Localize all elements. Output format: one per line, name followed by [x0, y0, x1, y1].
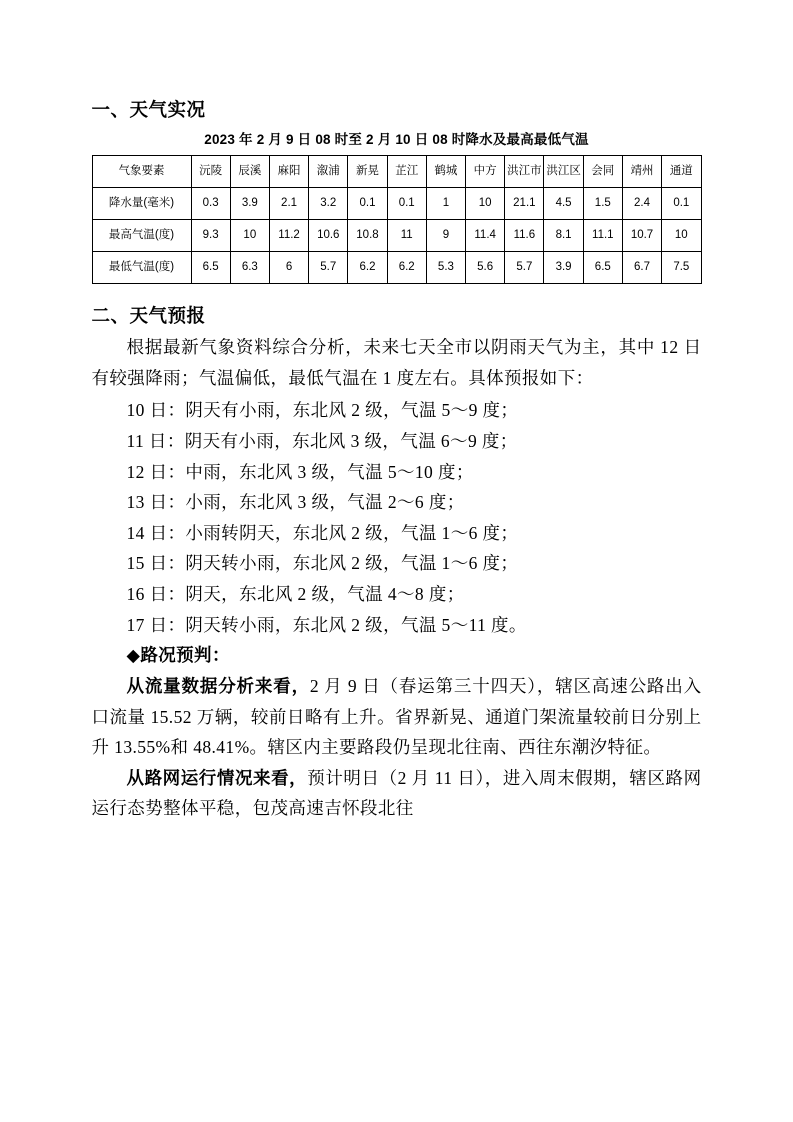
forecast-line: 11 日：阴天有小雨，东北风 3 级，气温 6～9 度；	[126, 430, 518, 451]
table-cell: 9	[426, 220, 465, 252]
table-cell: 9.3	[191, 220, 230, 252]
forecast-line: 15 日：阴天转小雨，东北风 2 级，气温 1～6 度；	[126, 553, 519, 574]
table-cell: 10.8	[348, 220, 387, 252]
table-cell: 4.5	[544, 188, 583, 220]
table-row-label: 最高气温(度)	[92, 220, 191, 252]
table-cell: 10	[662, 220, 701, 252]
table-header-cell: 气象要素	[92, 156, 191, 188]
road-network-body: 预计明日（2 月 11 日），进入周末假期，辖区路网运行态势整体平稳，包茂高速吉怀段北往	[91, 767, 702, 819]
road-condition-heading: ◆路况预判：	[126, 645, 230, 666]
table-header-cell: 通道	[662, 156, 701, 188]
forecast-line: 13 日：小雨，东北风 3 级，气温 2～6 度；	[126, 492, 465, 513]
table-cell: 6.2	[348, 252, 387, 284]
table-cell: 11	[387, 220, 426, 252]
traffic-flow-paragraph	[92, 671, 702, 763]
road-network-paragraph	[92, 763, 702, 824]
table-cell: 5.7	[309, 252, 348, 284]
table-header-cell: 洪江区	[544, 156, 583, 188]
traffic-flow-lead: 从流量数据分析来看，	[126, 675, 310, 696]
table-row	[92, 188, 701, 220]
table-cell: 6	[269, 252, 308, 284]
table-cell: 10	[230, 220, 269, 252]
document-content	[92, 96, 702, 824]
table-cell: 5.3	[426, 252, 465, 284]
forecast-line: 14 日：小雨转阴天，东北风 2 级，气温 1～6 度；	[126, 522, 519, 543]
table-title: 2023 年 2 月 9 日 08 时至 2 月 10 日 08 时降水及最高最低气温	[204, 132, 589, 147]
table-cell: 0.1	[387, 188, 426, 220]
table-header-cell: 辰溪	[230, 156, 269, 188]
table-cell: 11.4	[466, 220, 505, 252]
table-header-cell: 会同	[583, 156, 622, 188]
table-cell: 6.5	[583, 252, 622, 284]
table-row-label: 降水量(毫米)	[92, 188, 191, 220]
forecast-line: 12 日：中雨，东北风 3 级，气温 5～10 度；	[126, 461, 474, 482]
table-row	[92, 220, 701, 252]
weather-observation-table	[92, 155, 702, 284]
table-header-cell: 麻阳	[269, 156, 308, 188]
table-header-row	[92, 156, 701, 188]
table-cell: 6.3	[230, 252, 269, 284]
table-header-cell: 芷江	[387, 156, 426, 188]
table-cell: 10.6	[309, 220, 348, 252]
table-cell: 3.2	[309, 188, 348, 220]
forecast-line: 16 日：阴天，东北风 2 级，气温 4～8 度；	[126, 584, 465, 604]
traffic-flow-body: 2 月 9 日（春运第三十四天），辖区高速公路出入口流量 15.52 万辆，较前日略有上升。省界新晃、通道门架流量较前日分别上升 13.55%和 48.41%。辖区内主要路段仍呈现北往南、西往东潮汐特征。	[91, 675, 702, 758]
road-network-lead: 从路网运行情况来看，	[126, 767, 308, 788]
table-cell: 1	[426, 188, 465, 220]
table-cell: 3.9	[544, 252, 583, 284]
table-cell: 1.5	[583, 188, 622, 220]
table-cell: 6.7	[622, 252, 661, 284]
table-header-cell: 溆浦	[309, 156, 348, 188]
table-header-cell: 沅陵	[191, 156, 230, 188]
table-cell: 10	[466, 188, 505, 220]
table-header-cell: 新晃	[348, 156, 387, 188]
table-cell: 5.6	[466, 252, 505, 284]
table-cell: 8.1	[544, 220, 583, 252]
table-cell: 21.1	[505, 188, 544, 220]
table-cell: 3.9	[230, 188, 269, 220]
table-cell: 6.5	[191, 252, 230, 284]
section-heading-weather-observation: 一、天气实况	[91, 99, 206, 120]
table-cell: 0.1	[662, 188, 701, 220]
table-cell: 6.2	[387, 252, 426, 284]
table-cell: 2.1	[269, 188, 308, 220]
table-cell: 11.2	[269, 220, 308, 252]
table-header-cell: 中方	[466, 156, 505, 188]
table-cell: 10.7	[622, 220, 661, 252]
table-header-cell: 靖州	[622, 156, 661, 188]
table-header-cell: 鹤城	[426, 156, 465, 188]
table-cell: 0.1	[348, 188, 387, 220]
table-row	[92, 252, 701, 284]
table-cell: 11.6	[505, 220, 544, 252]
section-heading-weather-forecast: 二、天气预报	[91, 305, 206, 326]
table-cell: 5.7	[505, 252, 544, 284]
table-cell: 11.1	[583, 220, 622, 252]
table-row-label: 最低气温(度)	[92, 252, 191, 284]
table-cell: 0.3	[191, 188, 230, 220]
forecast-line: 10 日：阴天有小雨，东北风 2 级，气温 5～9 度；	[126, 400, 519, 421]
forecast-intro-paragraph: 根据最新气象资料综合分析，未来七天全市以阴雨天气为主，其中 12 日有较强降雨；气温偏低，最低气温在 1 度左右。具体预报如下：	[91, 337, 702, 388]
table-header-cell: 洪江市	[505, 156, 544, 188]
forecast-list	[92, 395, 702, 640]
table-cell: 2.4	[622, 188, 661, 220]
forecast-line: 17 日：阴天转小雨，东北风 2 级，气温 5～11 度。	[126, 614, 527, 635]
table-cell: 7.5	[662, 252, 701, 284]
